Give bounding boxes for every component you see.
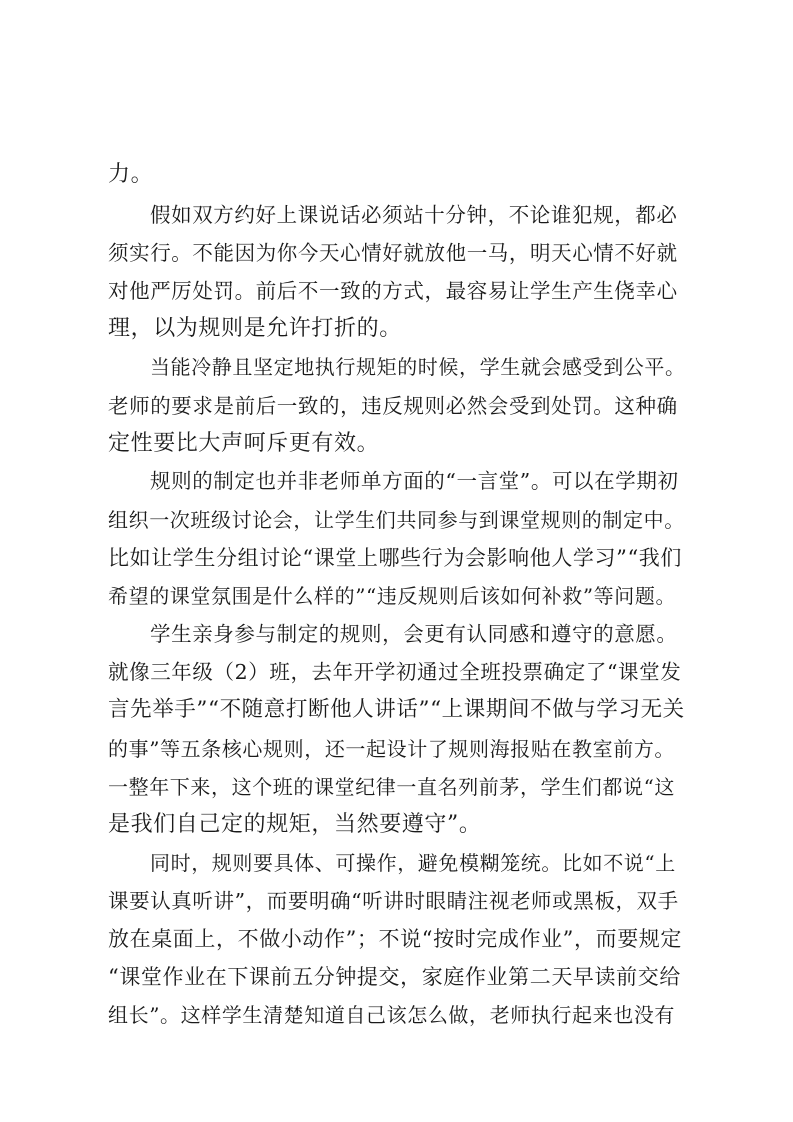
text-line: 放在桌面上，不做小动作”；不说“按时完成作业”，而要规定 <box>108 927 683 951</box>
paragraph-first-line: 当能冷静且坚定地执行规矩的时候，学生就会感受到公平。 <box>150 355 686 379</box>
text-line: 言先举手”“不随意打断他人讲话”“上课期间不做与学习无关 <box>108 697 685 722</box>
text-line: 课要认真听讲”，而要明确“听讲时眼睛注视老师或黑板，双手 <box>108 889 679 913</box>
paragraph-first-line: 同时，规则要具体、可操作，避免模糊笼统。比如不说“上 <box>150 851 676 875</box>
paragraph-first-line: 学生亲身参与制定的规则，会更有认同感和遵守的意愿。 <box>150 622 678 646</box>
text-line: 就像三年级（2）班，去年开学初通过全班投票确定了“课堂发 <box>108 660 682 684</box>
text-line: 理，以为规则是允许打折的。 <box>108 316 402 341</box>
text-line: 组织一次班级讨论会，让学生们共同参与到课堂规则的制定中。 <box>108 508 685 532</box>
paragraph-first-line: 规则的制定也并非老师单方面的“一言堂”。可以在学期初 <box>150 469 679 493</box>
paragraph-first-line: 假如双方约好上课说话必须站十分钟，不论谁犯规，都必 <box>150 203 678 227</box>
text-line: 老师的要求是前后一致的，违反规则必然会受到处罚。这种确 <box>108 394 678 418</box>
text-line: 对他严厉处罚。前后不一致的方式，最容易让学生产生侥幸心 <box>108 279 678 303</box>
text-line: 定性要比大声呵斥更有效。 <box>108 431 380 456</box>
text-line: “课堂作业在下课前五分钟提交，家庭作业第二天早读前交给 <box>108 965 681 989</box>
text-line: 组长”。这样学生清楚知道自己该怎么做，老师执行起来也没有 <box>108 1003 676 1027</box>
text-line: 是我们自己定的规矩，当然要遵守”。 <box>108 812 482 837</box>
text-line: 力。 <box>108 162 154 187</box>
text-line: 比如让学生分组讨论“课堂上哪些行为会影响他人学习”“我们 <box>108 546 683 570</box>
text-line: 希望的课堂氛围是什么样的”“违反规则后该如何补救”等问题。 <box>108 584 677 608</box>
text-line: 须实行。不能因为你今天心情好就放他一马，明天心情不好就 <box>108 241 678 265</box>
text-line: 的事”等五条核心规则，还一起设计了规则海报贴在教室前方。 <box>108 737 676 761</box>
text-line: 一整年下来，这个班的课堂纪律一直名列前茅，学生们都说“这 <box>108 775 676 799</box>
